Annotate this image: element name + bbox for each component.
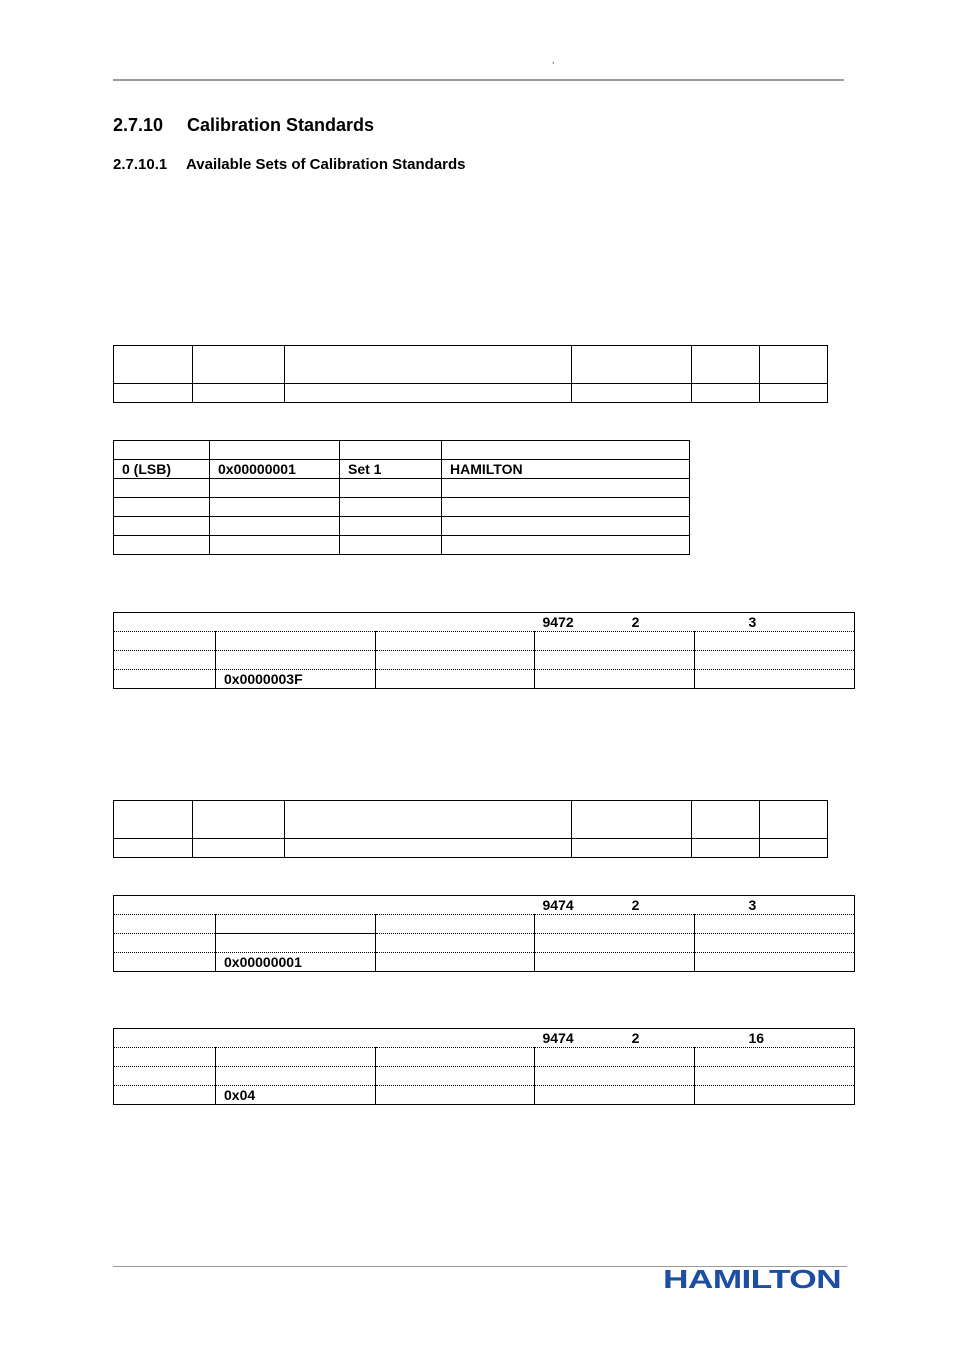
table-row	[114, 536, 690, 555]
table-row	[114, 1029, 855, 1048]
register-value: 0x00000001	[216, 953, 376, 972]
table-row	[114, 896, 855, 915]
header-rule	[113, 79, 844, 81]
register-function: 16	[748, 1030, 765, 1046]
table-row	[114, 632, 855, 651]
subsection-number: 2.7.10.1	[113, 156, 168, 173]
section-heading	[113, 115, 374, 136]
table-row	[114, 915, 855, 934]
set-cell: Set 1	[340, 460, 442, 479]
table-row	[114, 1048, 855, 1067]
register-value: 0x0000003F	[216, 670, 376, 689]
table-row	[114, 384, 828, 403]
register-function: 3	[748, 614, 757, 630]
register-table-2	[113, 895, 855, 972]
cell	[340, 441, 442, 460]
table-row	[114, 346, 828, 384]
register-count: 2	[631, 897, 640, 913]
parameter-table-1	[113, 345, 828, 403]
cell	[210, 441, 340, 460]
table-row	[114, 953, 855, 972]
header-mark: ,	[552, 56, 555, 65]
table-row	[114, 479, 690, 498]
name-cell: HAMILTON	[442, 460, 690, 479]
subsection-title: Available Sets of Calibration Standards	[186, 156, 466, 173]
cell	[114, 441, 210, 460]
register-count: 2	[631, 614, 640, 630]
table-row	[114, 460, 690, 479]
bit-cell: 0 (LSB)	[114, 460, 210, 479]
parameter-table-2	[113, 800, 828, 858]
mask-cell: 0x00000001	[210, 460, 340, 479]
table-row	[114, 517, 690, 536]
subsection-heading	[113, 156, 466, 173]
register-table-1	[113, 612, 855, 689]
cell	[442, 441, 690, 460]
table-row	[114, 934, 855, 953]
calibration-sets-table	[113, 440, 690, 555]
table-row	[114, 1086, 855, 1105]
table-row	[114, 498, 690, 517]
table-row	[114, 1067, 855, 1086]
section-title: Calibration Standards	[187, 115, 375, 135]
register-count: 2	[631, 1030, 640, 1046]
logo-text: HAMILTON	[663, 1264, 841, 1294]
table-row	[114, 441, 690, 460]
register-value: 0x04	[216, 1086, 376, 1105]
section-number: 2.7.10	[113, 115, 164, 135]
table-row	[114, 651, 855, 670]
register-function: 3	[748, 897, 757, 913]
hamilton-logo	[663, 1264, 843, 1294]
table-row	[114, 801, 828, 839]
table-row	[114, 670, 855, 689]
table-row	[114, 839, 828, 858]
register-address: 9474	[542, 1030, 574, 1046]
register-address: 9472	[542, 614, 574, 630]
register-address: 9474	[542, 897, 574, 913]
register-table-3	[113, 1028, 855, 1105]
table-row	[114, 613, 855, 632]
